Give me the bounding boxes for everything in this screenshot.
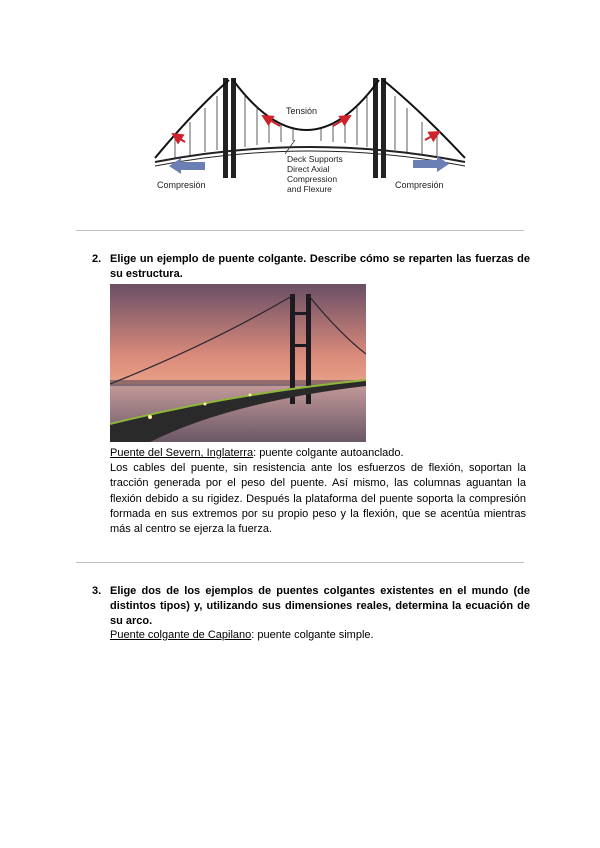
bridge-name-link[interactable]: Puente del Severn, Inglaterra xyxy=(110,447,254,459)
bridge-name-link[interactable]: Puente colgante de Capilano xyxy=(110,629,252,641)
divider xyxy=(76,562,524,563)
severn-bridge-photo xyxy=(110,284,366,442)
question-number: 2. xyxy=(92,253,102,265)
divider xyxy=(76,230,524,231)
question-text: Elige dos de los ejemplos de puentes colgantes existentes en el mundo (de distintos tipos) y, utilizando sus dimensiones reales, determina la ecuación de su arco. xyxy=(110,585,530,627)
deck-label-line4: and Flexure xyxy=(287,184,332,194)
bridge-type: : puente colgante simple. xyxy=(251,629,374,641)
bridge-type: : puente colgante autoanclado. xyxy=(253,447,404,459)
deck-label-line1: Deck Supports xyxy=(287,154,343,164)
question-text: Elige un ejemplo de puente colgante. Describe cómo se reparten las fuerzas de su estructura. xyxy=(110,253,530,280)
severn-description xyxy=(110,446,526,537)
forces-explanation: Los cables del puente, sin resistencia ante los esfuerzos de flexión, soportan la tracción generada por el peso del puente. Así mismo, las columnas aguantan la flexión debido a su rigidez. Después la plataforma del puente soporta la compresión formada en sus extremos por su propio peso y la flexión, que se acentúa mientras más al centro se ejerza la fuerza. xyxy=(110,462,526,536)
tension-label: Tensión xyxy=(286,106,318,116)
question-3 xyxy=(92,584,530,629)
deck-label-line2: Direct Axial xyxy=(287,164,330,174)
question-number: 3. xyxy=(92,585,102,597)
compression-right-label: Compresión xyxy=(395,180,444,190)
compression-left-label: Compresión xyxy=(157,180,206,190)
bridge-force-diagram xyxy=(145,70,475,200)
capilano-line xyxy=(110,628,526,643)
deck-label-line3: Compression xyxy=(287,174,338,184)
question-2 xyxy=(92,252,530,282)
